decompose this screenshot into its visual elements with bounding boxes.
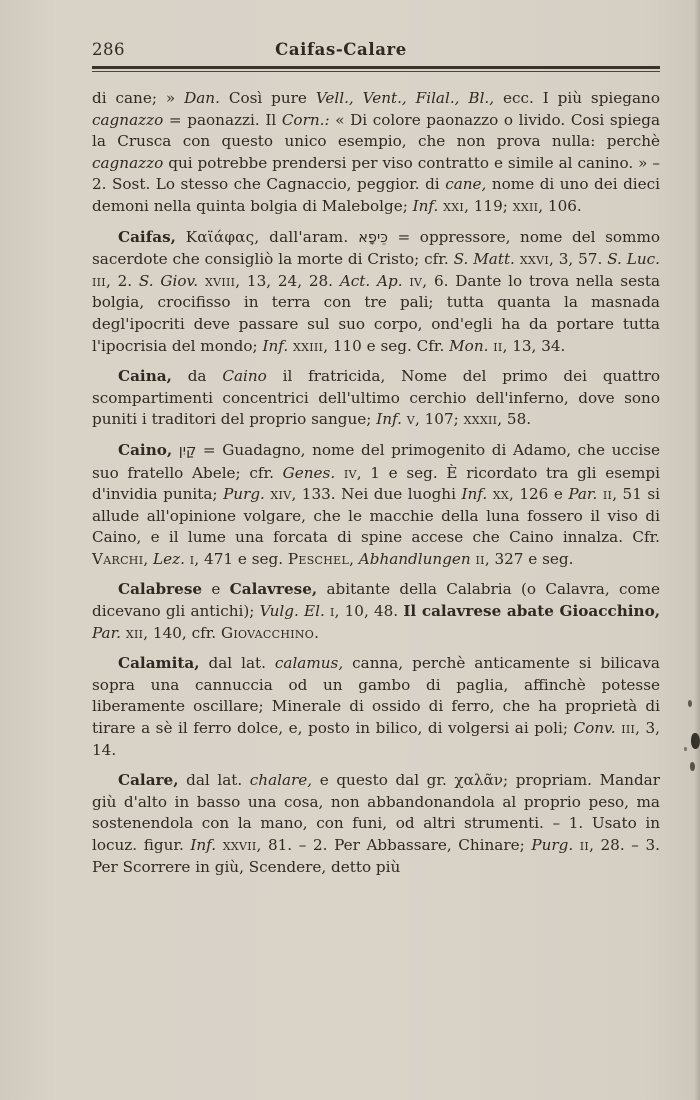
scan-edge-shadow [694,0,700,1100]
text-sc: iv [409,271,423,290]
text-i: Caino [222,367,267,386]
text-run: Così pure [219,89,316,107]
text-i: Corn.: [281,110,330,129]
text-i: Inf. [461,485,488,504]
text-i: S. Luc. [607,250,660,269]
page-number: 286 [92,40,125,59]
text-sc: i [189,549,195,568]
text-sc: iii [621,719,636,738]
scan-artifact [684,747,687,751]
text-run [198,272,205,290]
text-run: , 106. [538,196,582,215]
text-run: , 10, 48. [334,602,404,621]
text-i: Dan. [184,89,220,107]
text-run: , 3, 57. [548,250,608,269]
text-i: Vulg. El. [259,602,325,621]
text-run: il fratricida, Nome del primo dei quattro scompartimenti concentrici dell'ultimo cerchio dell'inferno, dove sono puniti i traditori del proprio sangue; [92,367,660,429]
text-run: nome di uno dei dieci demoni nella quinta bolgia di Malebolge; [92,175,660,215]
text-i: calamus, [274,654,344,673]
text-run: , 1 e seg. È ricordato tra gli esempi d'invidia punita; [92,463,660,504]
text-i: cagnazzo [92,110,164,129]
text-run: , 110 e seg. Cfr. [323,336,450,355]
text-run: « Di colore paonazzo o livido. Cosi spiega la Crusca con questo unico esempio, che non prova nulla: perchè [92,110,660,151]
text-i: Abhandlungen [358,549,471,568]
text-i: Inf. [376,410,402,429]
text-run: , 119; [464,196,513,215]
entry-caino [92,440,660,571]
text-run [216,836,223,854]
text-run: e [202,580,230,599]
text-sc: ii [602,485,613,504]
text-run: dal lat. [199,654,275,673]
text-i: Genes. [282,463,336,482]
text-run: , 140, cfr. [143,623,221,642]
text-sc: Giovacchino [220,623,315,642]
text-run: e questo dal gr. χαλᾶν; propriam. Mandar giù d'alto in basso una cosa, non abbandonandola al proprio peso, ma sostenendola con la mano, con funi, od altri strumenti. – 1. Usato in locuz. figur. [92,771,660,854]
text-i: Vell., Vent., Filal., Bl., [315,89,495,107]
text-run: , 51 si allude all'opinione volgare, che le macchie della luna fossero il viso di Caino, e il lume una forcata di spine accese che Caino innalza. Cfr. [92,485,661,547]
text-i: Inf. [412,196,439,215]
text-sc: xviii [204,271,236,290]
page-title: Caifas-Calare [275,40,407,59]
text-sc: xx [492,485,509,504]
text-sc: xxi [443,196,465,215]
text-run: , 126 e [508,485,569,504]
text-run: abitante della Calabria (o Calavra, come dicevano gli antichi); [92,580,660,621]
text-i: Par. [92,623,122,642]
text-run: . [314,623,319,642]
text-sc: iii [92,271,106,290]
text-i: Inf. [190,836,217,854]
entry-caina [92,366,660,431]
text-sc: xii [125,623,144,642]
page-body [92,88,660,878]
text-run: canna, perchè anticamente si bilicava sopra una cannuccia od un gambo di paglia, affinchè potesse liberamente oscillare; Minerale di ossido di ferro, che ha proprietà di tirare a sè il ferro dolce, e, posto in bilico, di volgersi ai poli; [92,654,660,738]
entry-headword: Caifas, [118,227,176,246]
text-run: , [349,549,359,568]
text-run: , 2. [105,271,139,290]
text-sc: i [329,602,335,621]
text-sc: Varchi [92,549,144,568]
text-run: , 28. – 3. Per Scorrere in giù, Scendere, detto più [92,836,660,876]
text-heb: קַיִן [178,442,197,459]
header-rule-thick [92,66,660,69]
text-run [172,441,179,459]
text-run: , 13, 24, 28. [235,271,340,290]
text-grk: Καϊάφας, dall'aram. [175,227,359,246]
text-i: Purg. [531,836,574,854]
text-i: chalare, [249,771,313,790]
text-sc: v [406,410,415,429]
text-i: S. Giov. [138,271,199,290]
text-run: , 471 e seg. [194,549,288,568]
header-rule-thin [92,71,660,72]
entry-headword: Calamita, [118,654,200,673]
text-run: ecc. I più spiegano [494,89,660,107]
text-sc: ii [475,549,485,568]
entry-headword: Caino, [118,440,173,459]
text-sc: xxiii [292,336,324,355]
text-sc: xxii [512,196,539,215]
entry-calabrese [92,579,660,644]
text-sc: xxvii [222,836,257,854]
text-sc: xxxii [463,410,498,429]
text-heb: כֵּיפָא [358,229,388,246]
scan-artifact [688,700,692,707]
text-i: Mon. [449,336,489,355]
entry-headword: Calabrese [118,580,203,599]
text-i: cagnazzo [92,153,164,172]
text-i: cane, [445,175,487,194]
text-run: , 327 e seg. [484,549,574,568]
text-run: , 133. Nei due luoghi [291,485,462,504]
text-i: Act. Ap. [339,271,403,290]
text-run: , [143,549,154,568]
text-run: = paonazzi. Il [163,110,282,129]
text-sc: xiv [270,485,292,504]
text-run: = oppressore, nome del sommo sacerdote che consigliò la morte di Cristo; cfr. [92,227,660,269]
text-run: , 58. [497,410,532,429]
paragraph-cagnazzo-continuation [92,88,660,218]
text-run: , 81. – 2. Per Abbassare, Chinare; [256,836,532,854]
entry-calare [92,770,660,878]
running-head [92,40,660,59]
text-i: S. Matt. [453,250,515,269]
text-sc: Peschel [287,549,350,568]
text-run: , 107; [414,410,464,429]
text-sc: ii [579,836,590,854]
text-i: Inf. [262,336,289,355]
entry-caifas [92,227,660,358]
text-run: , 13, 34. [502,336,566,355]
text-sc: ii [493,336,503,355]
text-i: Conv. [573,719,616,738]
entry-headword: Caina, [118,367,172,386]
text-run: di cane; » [92,89,185,107]
text-run: qui potrebbe prendersi per viso contratto e simile al canino. » – 2. Sost. Lo stesso che Cagnaccio, peggior. di [92,153,660,194]
entry-headword: Il calavrese abate Gioacchino, [403,602,660,621]
text-run: = Guadagno, nome del primogenito di Adamo, che uccise suo fratello Abele; cfr. [92,440,661,482]
text-sc: iv [343,463,357,482]
text-i: Par. [568,485,598,504]
text-run: da [171,367,223,386]
text-run [335,464,344,482]
entry-headword: Calare, [118,771,179,790]
text-run: , 3, 14. [92,719,660,759]
text-run: dal lat. [178,771,250,790]
text-run: , 6. Dante lo trova nella sesta bolgia, crocifisso in terra con tre pali; tutta quanta la masnada degl'ipocriti deve passare sul suo corpo, ond'egli ha da portare tutta l'ipocrisia del mondo; [92,271,661,355]
text-sc: xxvi [519,250,549,269]
text-i: Lez. [153,549,185,568]
entry-calamita [92,653,660,761]
entry-headword: Calavrese, [229,580,318,599]
text-run [573,836,580,854]
text-i: Purg. [223,485,265,504]
